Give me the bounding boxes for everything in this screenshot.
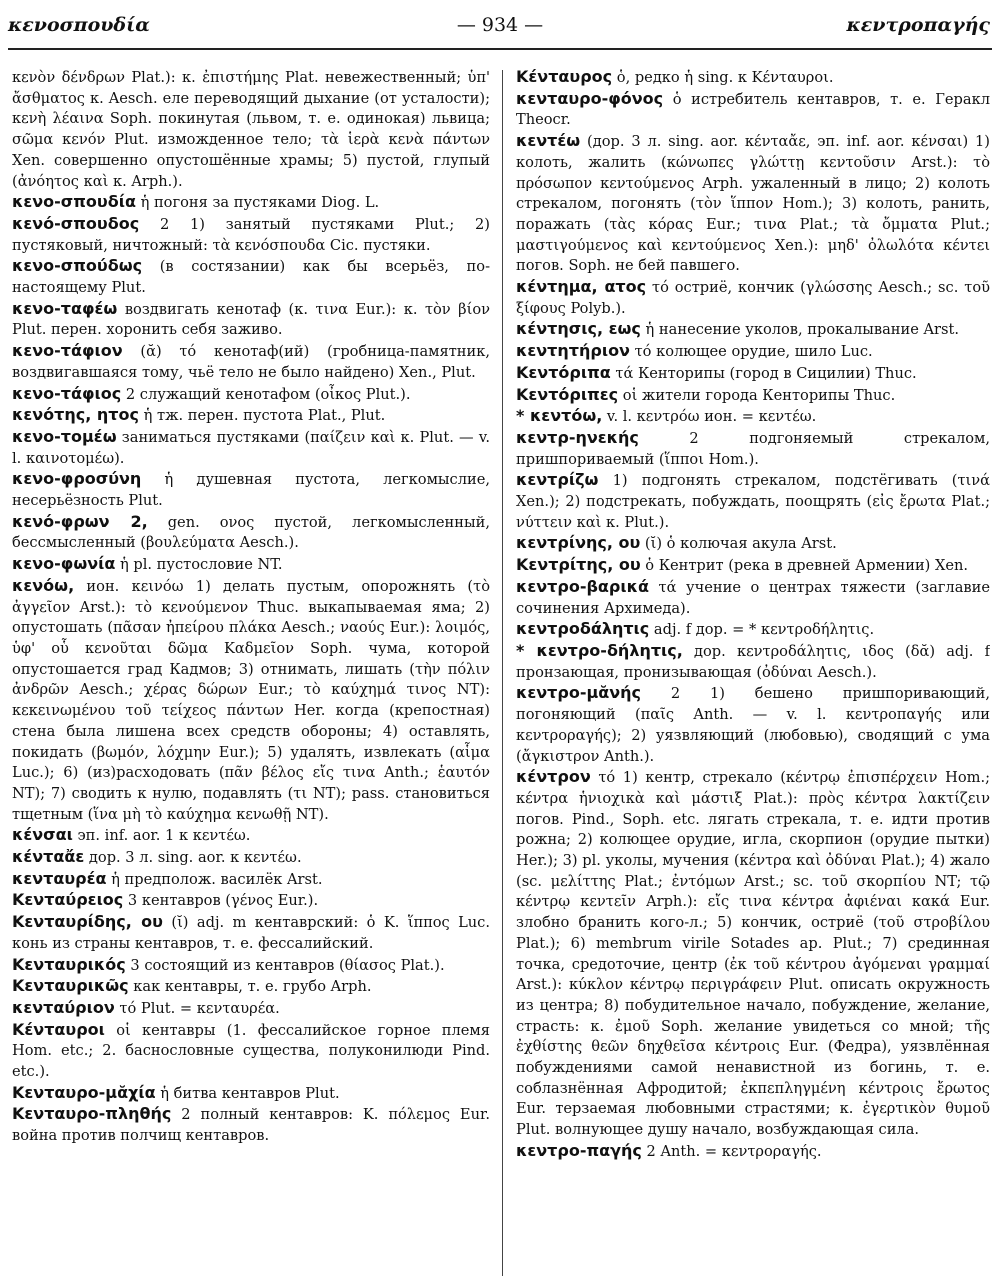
entry-definition: οἱ жители города Кенторипы Thuc. <box>618 386 896 404</box>
page-number: — 934 — <box>456 14 544 36</box>
entry-definition: ἡ нанесение уколов, прокалывание Arst. <box>640 321 960 339</box>
entry-headword: κεντρο-παγής <box>516 1140 642 1160</box>
entry-headword: κέντρον <box>516 767 591 787</box>
entry-definition: как кентавры, т. е. грубо Arph. <box>128 978 372 996</box>
dictionary-entry <box>516 470 990 533</box>
dictionary-entry <box>12 825 490 847</box>
column-divider <box>502 70 503 1276</box>
entry-definition: (ῐ) adj. m кентаврский: ὁ Κ. ἵππος Luc. конь из страны кентавров, т. е. фессалийский. <box>12 914 490 952</box>
entry-definition: οἱ кентавры (1. фессалийское горное племя Hom. etc.; 2. баснословные существа, полуконилюди Pind. etc.). <box>12 1021 490 1081</box>
dictionary-entry <box>516 67 990 89</box>
dictionary-entry <box>516 683 990 767</box>
dictionary-entry <box>12 256 490 298</box>
entry-definition: дор. κεντροδάλητις, ιδος (δᾰ) adj. f пронзающая, пронизывающая (ὀδύναι Aesch.). <box>516 642 990 681</box>
entry-definition: (ᾰ) τό кенотаф(ий) (гробница-памятник, воздвигавшаяся тому, чьё тело не было найдено) Xen., Plut. <box>12 343 490 381</box>
entry-definition: заниматься пустяками (παίζειν καὶ κ. Plut. — v. l. καινοτομέω). <box>12 428 490 467</box>
entry-definition: воздвигать кенотаф (κ. τινα Eur.): κ. τὸν βίον Plut. перен. хоронить себя заживо. <box>12 300 490 339</box>
dictionary-entry <box>12 998 490 1020</box>
dictionary-entry <box>12 847 490 869</box>
entry-headword: κενότης, ητος <box>12 405 139 425</box>
entry-definition: adj. f дор. = * κεντροδήλητις. <box>649 621 875 639</box>
dictionary-entry <box>12 67 490 192</box>
header-rule <box>8 48 992 50</box>
entry-definition: 2 Anth. = κεντροραγής. <box>641 1142 822 1160</box>
dictionary-entry <box>12 554 490 576</box>
entry-definition: τό Plut. = κενταυρέα. <box>114 999 280 1017</box>
entry-definition: ион. κεινόω 1) делать пустым, опорожнять (τὸ ἀγγεῖον Arst.): τὸ κενούμενον Thuc. выкапываемая яма; 2) опустошать (πᾶσαν ἠπείρου πλάκα Aesch.; ναούς Eur.): λοιμός, ὑφ' οὗ κενοῦται δῶμα Καδμεῖον Soph. чума, которой опустошается град Кадмов; 3) отнимать, лишать (τὴν πόλιν ἀνδρῶν Aesch.; χέρας δώρων Eur.; τὸ καύχημά τινος NT): κεκεινωμένου τοῦ τείχεος πάντων Her. когда (крепостная) стена была лишена всех средств обороны; 4) оставлять, покидать (βωμόν, λόχμην Eur.); 5) удалять, извлекать (αἷμα Luc.); 6) (из)расходовать (πᾶν βέλος εἴς τινα Anth.; ἑαυτόν NT); 7) сводить к нулю, подавлять (τι NT); pass. становиться тщетным (ἵνα μὴ τὸ καύχημα κενωθῇ NT). <box>12 577 490 823</box>
dictionary-entry <box>12 576 490 825</box>
entry-definition: ἡ предполож. василёк Arst. <box>106 870 323 888</box>
dictionary-entry <box>12 1104 490 1146</box>
entry-definition: 3 кентавров (γένος Eur.). <box>123 892 319 910</box>
entry-definition: ὁ Кентрит (река в древней Армении) Xen. <box>640 557 969 575</box>
entry-headword: Κενταύρειος <box>12 890 124 910</box>
entry-headword: κένσαι <box>12 825 73 845</box>
dictionary-entry <box>516 767 990 1141</box>
entry-definition: ἡ погоня за пустяками Diog. L. <box>135 194 380 212</box>
entry-definition: τό остриё, кончик (γλώσσης Aesch.; sc. τοῦ ξίφους Polyb.). <box>516 279 990 317</box>
dictionary-entry <box>12 192 490 214</box>
entry-definition: эп. inf. aor. 1 к κεντέω. <box>72 827 251 845</box>
entry-headword: κεντρ-ηνεκής <box>516 427 639 447</box>
entry-headword: κεντητήριον <box>516 341 630 361</box>
entry-definition: τό 1) кентр, стрекало (κέντρῳ ἐπισπέρχειν Hom.; κέντρα ἡνιοχικὰ καὶ μάστιξ Plat.): πρὸς κέντρα λακτίζειν погов. Pind., Soph. etc. лягать стрекала, т. е. идти против рожна; 2) колющее орудие, игла, скорпион (орудие пытки) Her.); 3) pl. уколы, мучения (κέντρα καὶ ὀδύναι Plat.); 4) жало (sc. μελίττης Plat.; ἐντόμων Arst.; sc. τοῦ σκορπίου NT; τῷ κέντρῳ κεντεῖν Arph.): εἴς τινα κέντρα ἀφιέναι κακά Eur. злобно бранить кого-л.; 5) кончик, остриё (τοῦ στροβίλου Plat.); 6) membrum virile Sotades ap. Plut.; 7) срединная точка, средоточие, центр (ἐκ τοῦ κέντρου ἀγόμεναι γραμμαί Arst.): κύκλον κέντρῳ περιγράφειν Plut. описать окружность из центра; 8) побудительное начало, побуждение, желание, страсть: κ. ἐμοῦ Soph. желание увидеться со мной; τῆς ἐχθίστης θεῶν δηχθεῖσα κέντροις Eur. (Федра), уязвлённая побуждениями самой ненавистной из богинь, т. е. соблазнённая Афродитой; ἐκπεπληγμένη κέντροις ἔρωτος Eur. терзаемая любовными страстями; κ. ἐγερτικὸν θυμοῦ Plut. волнующее душу начало, возбуждающая сила. <box>516 769 990 1139</box>
entry-headword: κενταυρο-φόνος <box>516 88 664 108</box>
entry-definition: 1) подгонять стрекалом, подстёгивать (τινά Xen.); 2) подстрекать, побуждать, поощрять (εἰς ἔρωτα Plat.; νύττειν καὶ κ. Plut.). <box>516 472 990 531</box>
entry-headword: κένταἄε <box>12 847 85 867</box>
entry-headword: κεντρίζω <box>516 470 599 490</box>
entry-definition: 2 1) бешено пришпоривающий, погоняющий (παῖς Anth. — v. l. κεντροπαγής или κεντροραγής); 2) уязвляющий (любовью), сводящий с ума (ἄγκιστρον Anth.). <box>516 685 990 765</box>
entry-headword: Κεντρίτης, ου <box>516 555 641 575</box>
dictionary-entry <box>12 469 490 511</box>
entry-headword: κενο-σπουδία <box>12 192 136 212</box>
entry-headword: κέντημα, ατος <box>516 277 647 297</box>
entry-definition: ἡ душевная пустота, легкомыслие, несерьёзность Plut. <box>12 471 490 510</box>
dictionary-entry <box>516 577 990 619</box>
entry-definition: v. l. κεντρόω ион. = κεντέω. <box>602 408 817 426</box>
entry-headword: κενο-τάφιον <box>12 341 123 361</box>
entry-definition: 3 состоящий из кентавров (θίασος Plat.). <box>125 956 445 974</box>
dictionary-entry <box>516 641 990 683</box>
entry-definition: ὁ истребитель кентавров, т. е. Геракл Theocr. <box>516 90 990 129</box>
entry-definition: (в состязании) как бы всерьёз, по-настоящему Plut. <box>12 258 490 297</box>
entry-headword: Κένταυροι <box>12 1019 105 1039</box>
dictionary-entry <box>516 89 990 131</box>
entry-headword: Κενταυρικῶς <box>12 976 129 996</box>
entry-definition: 2 полный кентавров: Κ. πόλεμος Eur. война против полчищ кентавров. <box>12 1106 490 1145</box>
entry-definition: ἡ pl. пустословие NT. <box>115 556 283 574</box>
dictionary-entry <box>12 955 490 977</box>
dictionary-entry <box>516 131 990 277</box>
entry-headword: Κεντόριπες <box>516 384 619 404</box>
entry-headword: Κένταυρος <box>516 67 613 86</box>
dictionary-entry <box>12 384 490 406</box>
entry-definition: (дор. 3 л. sing. aor. κένταἄε, эп. inf. aor. κένσαι) 1) колоть, жалить (κώνωπες γλώττῃ κεντοῦσιν Arst.): τὸ πρόσωπον κεντούμενος Arph. ужаленный в лицо; 2) колоть стрекалом, погонять (τὸν ἵππον Hom.); 3) колоть, ранить, поражать (τὰς κόρας Eur.; τινα Plat.; τὰ ὄμματα Plut.; μαστιγούμενος καὶ κεντούμενος Xen.): μηδ' ὀλωλότα κέντει погов. Soph. не бей павшего. <box>516 133 990 275</box>
entry-headword: κενόω, <box>12 575 75 595</box>
left-column <box>12 67 490 1277</box>
entry-headword: κεντρο-μᾰνής <box>516 683 642 703</box>
entry-headword: κενο-φωνία <box>12 554 116 574</box>
dictionary-entry <box>516 619 990 641</box>
dictionary-entry <box>516 1141 990 1163</box>
entry-headword: Κενταυρο-μᾰχία <box>12 1082 156 1102</box>
dictionary-entry <box>12 976 490 998</box>
dictionary-entry <box>516 533 990 555</box>
entry-definition: κενὸν δένδρων Plat.): κ. ἐπιστήμης Plat. невежественный; ὑπ' ἄσθματος κ. Aesch. еле переводящий дыхание (от усталости); κενὴ λέαινα Soph. покинутая (львом, т. е. одинокая) львица; σῶμα κενόν Plut. изможденное тело; τὰ ἱερὰ κενὰ πάντων Xen. совершенно опустошённые храмы; 5) пустой, глупый (ἀνόητος καὶ κ. Arph.). <box>12 69 490 190</box>
entry-headword: κενο-τομέω <box>12 426 117 446</box>
dictionary-entry <box>516 428 990 470</box>
entry-definition: τά учение о центрах тяжести (заглавие сочинения Архимеда). <box>516 578 990 617</box>
dictionary-entry <box>12 912 490 954</box>
dictionary-entry <box>516 385 990 407</box>
dictionary-entry <box>12 341 490 383</box>
entry-definition: 2 1) занятый пустяками Plut.; 2) пустяковый, ничтожный: τὰ κενόσπουδα Cic. пустяки. <box>12 215 490 254</box>
entry-definition: ἡ битва кентавров Plut. <box>155 1084 340 1102</box>
entry-headword: * κεντόω, <box>516 406 603 426</box>
entry-definition: τά Кенторипы (город в Сицилии) Thuc. <box>610 364 917 382</box>
dictionary-entry <box>12 405 490 427</box>
header-right-guide-word: κεντροπαγής <box>846 14 990 36</box>
entry-headword: κεντροδάλητις <box>516 619 650 639</box>
entry-headword: κεντρο-βαρικά <box>516 576 649 596</box>
entry-definition: ἡ тж. перен. пустота Plat., Plut. <box>138 407 386 425</box>
entry-definition: 2 подгоняемый стрекалом, пришпориваемый (ἵπποι Hom.). <box>516 429 990 468</box>
entry-definition: ὁ, редко ἡ sing. к Κένταυροι. <box>612 69 834 86</box>
entry-definition: (ῐ) ὁ колючая акула Arst. <box>640 535 837 553</box>
dictionary-entry <box>516 341 990 363</box>
entry-headword: κενό-σπουδος <box>12 213 140 233</box>
entry-headword: κενταυρέα <box>12 868 107 888</box>
dictionary-entry <box>12 1020 490 1083</box>
header-left-guide-word: κενοσπουδία <box>8 14 150 36</box>
dictionary-entry <box>12 427 490 469</box>
dictionary-entry <box>516 406 990 428</box>
entry-headword: Κενταυρικός <box>12 954 126 974</box>
dictionary-entry <box>12 1083 490 1105</box>
entry-headword: κενο-φροσύνη <box>12 469 142 489</box>
dictionary-entry <box>12 299 490 341</box>
entry-headword: κέντησις, εως <box>516 319 641 339</box>
entry-headword: Κενταυρίδης, ου <box>12 912 163 932</box>
entry-headword: κενταύριον <box>12 997 115 1017</box>
entry-definition: gen. ονος пустой, легкомысленный, бессмысленный (βουλεύματα Aesch.). <box>12 513 490 552</box>
dictionary-entry <box>12 214 490 256</box>
entry-definition: 2 служащий кенотафом (οἶκος Plut.). <box>121 385 411 403</box>
entry-headword: κεντέω <box>516 131 581 151</box>
entry-headword: * κεντρο-δήλητις, <box>516 640 683 660</box>
dictionary-entry <box>12 869 490 891</box>
dictionary-entry <box>516 363 990 385</box>
dictionary-entry <box>12 890 490 912</box>
entry-definition: дор. 3 л. sing. aor. к κεντέω. <box>84 849 302 867</box>
entry-headword: κεντρίνης, ου <box>516 533 641 553</box>
dictionary-entry <box>516 277 990 319</box>
page-header <box>0 14 1000 44</box>
dictionary-entry <box>12 512 490 554</box>
entry-headword: κενο-σπούδως <box>12 256 143 276</box>
right-column <box>516 67 990 1277</box>
entry-headword: Κενταυρο-πληθής <box>12 1104 172 1124</box>
entry-headword: Κεντόριπα <box>516 362 611 382</box>
dictionary-entry <box>516 555 990 577</box>
entry-headword: κενό-φρων 2, <box>12 511 148 531</box>
entry-headword: κενο-τάφιος <box>12 383 122 403</box>
dictionary-entry <box>516 319 990 341</box>
entry-definition: τό колющее орудие, шило Luc. <box>629 343 873 361</box>
entry-headword: κενο-ταφέω <box>12 298 118 318</box>
